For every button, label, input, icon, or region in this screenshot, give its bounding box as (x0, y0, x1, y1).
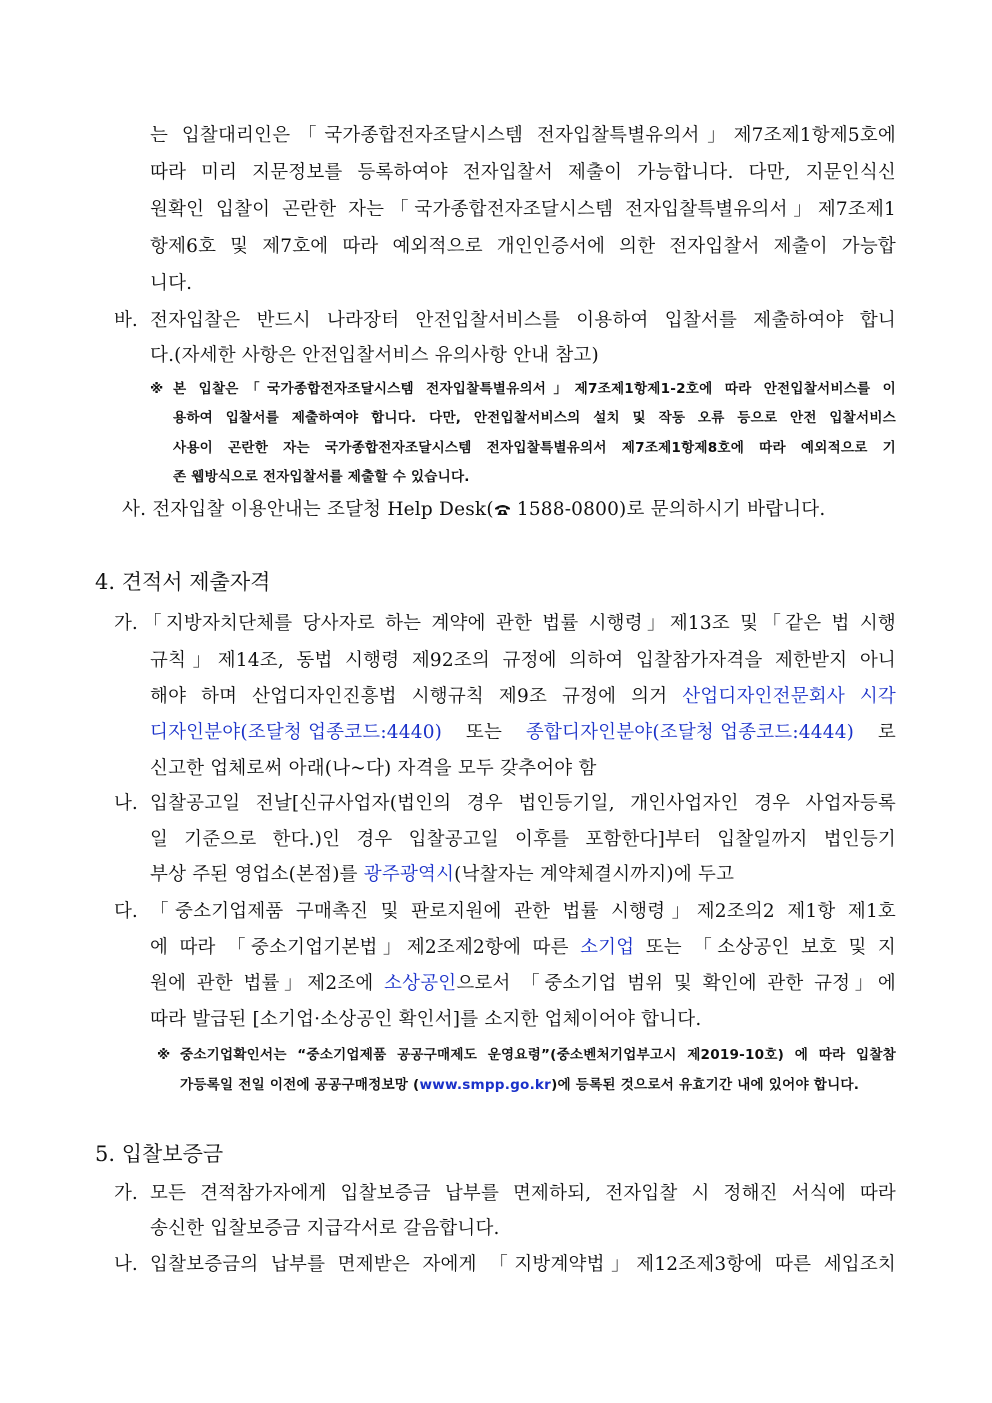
section-heading: 5. 입찰보증금 (95, 1142, 224, 1166)
paragraph-line (150, 684, 896, 710)
list-marker: 가. (114, 1183, 138, 1204)
telephone-icon (494, 498, 511, 511)
text-span: 에 따라 「중소기업기본법」제2조제2항에 따른 (150, 937, 581, 958)
paragraph-line: 전자입찰은 반드시 나라장터 안전입찰서비스를 이용하여 입찰서를 제출하여야 합니 (150, 310, 896, 331)
note-line (180, 1074, 896, 1096)
paragraph-line: 일 기준으로 한다.)인 경우 입찰공고일 이후를 포함한다]부터 입찰일까지 법인등기 (150, 829, 896, 850)
highlight-small-business: 소기업 (580, 937, 635, 958)
smpp-link[interactable]: www.smpp.go.kr (419, 1077, 552, 1093)
paragraph-line: 모든 견적참가자에게 입찰보증금 납부를 면제하되, 전자입찰 시 정해진 서식에 따라 (150, 1183, 896, 1204)
helpdesk-text: 사. 전자입찰 이용안내는 조달청 Help Desk( (122, 499, 494, 520)
text-span: )에 등록된 것으로서 유효기간 내에 있어야 합니다. (551, 1077, 860, 1093)
list-marker: 나. (114, 793, 138, 814)
highlight-visual-design-code: 디자인분야(조달청 업종코드:4440) (150, 722, 443, 743)
paragraph-line: 다.(자세한 사항은 안전입찰서비스 유의사항 안내 참고) (150, 345, 599, 366)
highlight-design-firm: 산업디자인전문회사 시각 (682, 686, 896, 707)
list-marker: 나. (114, 1254, 138, 1275)
paragraph-line: 신고한 업체로써 아래(나~다) 자격을 모두 갖추어야 함 (150, 758, 597, 779)
paragraph-line (150, 971, 896, 997)
note-line: 존 웹방식으로 전자입찰서를 제출할 수 있습니다. (173, 469, 470, 485)
paragraph-line: 항제6호 및 제7호에 따라 예외적으로 개인인증서에 의한 전자입찰서 제출이 가능합 (150, 236, 896, 257)
text-span: 부상 주된 영업소(본점)를 (150, 864, 364, 885)
paragraph-line: 원확인 입찰이 곤란한 자는「국가종합전자조달시스템 전자입찰특별유의서」제7조제1 (150, 199, 896, 220)
text-span: 또는 (465, 722, 503, 743)
paragraph-line: 「중소기업제품 구매촉진 및 판로지원에 관한 법률 시행령」제2조의2 제1항 제1호 (150, 901, 896, 922)
text-span: 로 (877, 722, 896, 743)
note-marker: ※ (150, 381, 164, 397)
paragraph-line: 「지방자치단체를 당사자로 하는 계약에 관한 법률 시행령」제13조 및「같은 법 시행 (143, 613, 896, 634)
list-marker: 다. (114, 901, 138, 922)
text-span: 으로서 「중소기업 범위 및 확인에 관한 규정」에 (456, 973, 896, 994)
paragraph-line: 는 입찰대리인은「국가종합전자조달시스템 전자입찰특별유의서」제7조제1항제5호에 (150, 125, 896, 146)
note-line: 본 입찰은「국가종합전자조달시스템 전자입찰특별유의서」제7조제1항제1-2호에 따라 안전입찰서비스를 이 (173, 381, 896, 397)
helpdesk-phone: 1588-0800)로 문의하시기 바랍니다. (510, 499, 826, 520)
section-heading: 4. 견적서 제출자격 (95, 570, 271, 594)
highlight-general-design-code: 종합디자인분야(조달청 업종코드:4444) (525, 722, 855, 743)
paragraph-line (150, 720, 896, 746)
text-span: 또는 「소상공인 보호 및 지 (634, 937, 896, 958)
note-marker: ※ (157, 1047, 171, 1063)
paragraph-line: 입찰보증금의 납부를 면제받은 자에게 「지방계약법」제12조제3항에 따른 세입조치 (150, 1254, 896, 1275)
paragraph-line: 따라 발급된 [소기업·소상공인 확인서]를 소지한 업체이어야 합니다. (150, 1009, 702, 1030)
highlight-gwangju: 광주광역시 (363, 864, 455, 885)
text-span: (낙찰자는 계약체결시까지)에 두고 (454, 864, 735, 885)
paragraph-line (150, 862, 896, 888)
text-span: 해야 하며 산업디자인진흥법 시행규칙 제9조 규정에 의거 (150, 686, 683, 707)
paragraph-line (150, 935, 896, 961)
note-line: 사용이 곤란한 자는 국가종합전자조달시스템 전자입찰특별유의서 제7조제1항제8호에 따라 예외적으로 기 (173, 440, 896, 456)
note-line: 용하여 입찰서를 제출하여야 합니다. 다만, 안전입찰서비스의 설치 및 작동 오류 등으로 안전 입찰서비스 (173, 410, 896, 426)
paragraph-line: 송신한 입찰보증금 지급각서로 갈음합니다. (150, 1218, 500, 1239)
paragraph-line: 규칙」제14조, 동법 시행령 제92조의 규정에 의하여 입찰참가자격을 제한받지 아니 (150, 650, 896, 671)
note-line: 중소기업확인서는 “중소기업제품 공공구매제도 운영요령”(중소벤처기업부고시 제2019-10호) 에 따라 입찰참 (180, 1047, 896, 1063)
list-marker: 가. (114, 613, 138, 634)
list-marker: 바. (114, 310, 138, 331)
highlight-micro-business: 소상공인 (384, 973, 457, 994)
paragraph-line: 입찰공고일 전날[신규사업자(법인의 경우 법인등기일, 개인사업자인 경우 사업자등록 (150, 793, 896, 814)
paragraph-line: 따라 미리 지문정보를 등록하여야 전자입찰서 제출이 가능합니다. 다만, 지문인식신 (150, 162, 896, 183)
text-span: 가등록일 전일 이전에 공공구매정보망 ( (180, 1077, 420, 1093)
text-span: 원에 관한 법률」제2조에 (150, 973, 385, 994)
helpdesk-line (122, 497, 902, 523)
paragraph-line: 니다. (150, 273, 193, 294)
